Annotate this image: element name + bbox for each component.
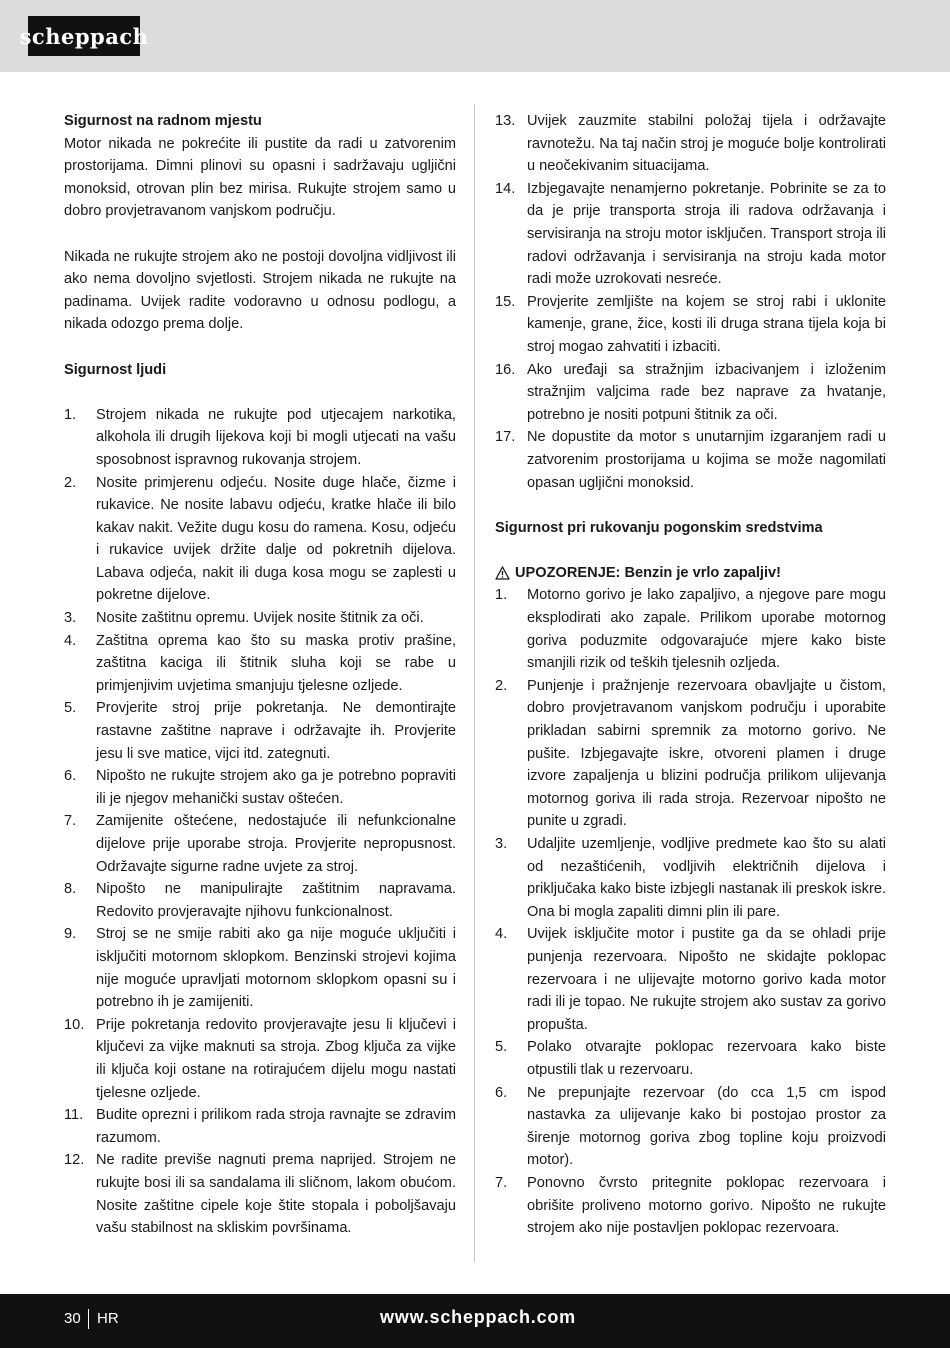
list-item-number: 7. <box>64 813 77 830</box>
list-item-number: 6. <box>64 768 77 785</box>
list-item <box>64 697 456 765</box>
list-item <box>64 1104 456 1149</box>
list-item-text: Udaljite uzemljenje, vodljive predmete kao što su alati od nezaštićenih, vodljivih električnih dijelova i priključaka kako biste izbjegli nastanak ili preskok iskre. Ona bi mogla zapaliti dimni plin ili pare. <box>527 836 886 920</box>
list-item-text: Motorno gorivo je lako zapaljivo, a njegove pare mogu eksplodirati ako zapale. Prilikom uporabe motornog goriva poduzmite odgovarajuće mjere kako biste smanjili rizik od teških tjelesnih ozljeda. <box>527 587 886 672</box>
list-item-number: 3. <box>495 836 508 852</box>
list-item <box>64 607 456 630</box>
list-item-text: Ne dopustite da motor s unutarnjim izgaranjem radi u zatvorenim prostorijama u kojima se može nagomilati opasan ugljični monoksid. <box>527 429 886 491</box>
personal-safety-list <box>64 404 456 1240</box>
page-header <box>0 0 950 72</box>
list-item <box>64 923 456 1013</box>
list-item <box>495 291 886 359</box>
list-item-text: Budite oprezni i prilikom rada stroja ravnajte se zdravim razumom. <box>96 1107 456 1146</box>
list-item-number: 1. <box>64 406 77 423</box>
list-item-number: 13. <box>495 113 516 129</box>
list-item <box>495 359 886 427</box>
list-item-text: Zamijenite oštećene, nedostajuće ili nefunkcionalne dijelove prije uporabe stroja. Provjerite nepropusnost. Održavajte sigurne radne uvjete za stroj. <box>96 813 456 875</box>
list-item-text: Nosite primjerenu odjeću. Nosite duge hlače, čizme i rukavice. Ne nosite labavu odjeću, kratke hlače ili bilo kakav nakit. Vežite dugu kosu do ramena. Kosu, odjeću i rukavice uvijek držite dalje od pokretnih dijelova. Labava odjeća, nakit ili duga kosa mogu se zaplesti u pokretne dijelove. <box>96 474 456 604</box>
left-column <box>64 110 456 1240</box>
page-footer <box>0 1294 950 1348</box>
workplace-paragraph-1: Motor nikada ne pokrećite ili pustite da radi u zatvorenim prostorijama. Dimni plinovi su opasni i sadržavaju ugljični monoksid, otrovan plin bez mirisa. Rukujte strojem samo u dobro provjetravanom vanjskom području. <box>64 135 456 220</box>
list-item-text: Strojem nikada ne rukujte pod utjecajem narkotika, alkohola ili drugih lijekova koji bi mogli utjecati na vašu sposobnost ispravnog rukovanja strojem. <box>96 406 456 468</box>
list-item <box>495 426 886 494</box>
list-item-number: 5. <box>64 700 77 717</box>
list-item-text: Zaštitna oprema kao što su maska protiv prašine, zaštitna kaciga ili štitnik sluha koji se rabe u primjenjivim uvjetima smanjuju tjelesne ozljede. <box>96 632 456 694</box>
list-item-text: Uvijek isključite motor i pustite ga da se ohladi prije punjenja rezervoara. Nipošto ne skidajte poklopac rezervoara i ne ulijevajte motorno gorivo kada motor radi ili je topao. Ne rukujte strojem ako sustav za gorivo propušta. <box>527 926 886 1033</box>
footer-separator <box>88 1309 89 1329</box>
page-number: 30 <box>64 1310 81 1327</box>
list-item <box>495 1082 886 1172</box>
list-item-number: 14. <box>495 180 516 197</box>
fuel-safety-list <box>495 584 886 1239</box>
list-item-text: Ne prepunjajte rezervoar (do cca 1,5 cm ispod nastavka za ulijevanje kako bi postojao prostor za širenje motornog goriva zbog topline koju proizvodi motor). <box>527 1084 886 1169</box>
brand-logo-text: scheppach <box>19 23 149 49</box>
list-item-number: 7. <box>495 1174 508 1191</box>
warning-triangle-icon <box>495 566 510 580</box>
list-item <box>64 1014 456 1104</box>
list-item-number: 2. <box>64 474 77 491</box>
list-item-number: 11. <box>64 1107 84 1124</box>
personal-safety-list-continued <box>495 110 886 494</box>
list-item-number: 8. <box>64 881 77 898</box>
list-item-text: Nipošto ne rukujte strojem ako ga je potrebno popraviti ili je njegov mehanički sustav oštećen. <box>96 768 456 807</box>
list-item-text: Prije pokretanja redovito provjeravajte jesu li ključevi i ključevi za vijke maknuti sa stroja. Zbog ključa za vijke ili ključa koji ostane na rotirajućem dijelu mogu nastati tjelesne ozljede. <box>96 1016 456 1101</box>
list-item <box>64 878 456 923</box>
list-item-text: Ponovno čvrsto pritegnite poklopac rezervoara i obrišite proliveno motorno gorivo. Nipošto ne rukujte strojem ako nije postavljen poklopac rezervoara. <box>527 1174 886 1237</box>
list-item <box>495 1036 886 1081</box>
list-item-number: 10. <box>64 1016 85 1033</box>
list-item-text: Ne radite previše nagnuti prema naprijed. Strojem ne rukujte bosi ili sa sandalama ili sličnom, lakom obućom. Nosite zaštitne cipele koje štite stopala i poboljšavaju vašu stabilnost na skliskim površinama. <box>96 1152 456 1237</box>
list-item <box>495 178 886 291</box>
list-item-text: Nosite zaštitnu opremu. Uvijek nosite štitnik za oči. <box>96 610 424 627</box>
list-item-number: 15. <box>495 293 516 310</box>
section-heading-fuel-safety: Sigurnost pri rukovanju pogonskim sredstvima <box>495 519 823 536</box>
list-item-text: Izbjegavajte nenamjerno pokretanje. Pobrinite se za to da je prije transporta stroja ili radova održavanja i servisiranja na stroju motor isključen. Transport stroja ili radovi održavanja i servisiranja na stroju kada motor radi može uzrokovati nesreće. <box>527 180 886 288</box>
list-item <box>495 923 886 1036</box>
list-item-number: 12. <box>64 1152 85 1169</box>
list-item-text: Ako uređaji sa stražnjim izbacivanjem i izloženim stražnjim valjcima rade bez naprave za hvatanje, potrebno je nositi potpuni štitnik za oči. <box>527 361 886 423</box>
list-item-number: 9. <box>64 926 77 943</box>
right-column <box>495 110 886 1240</box>
website-link[interactable]: www.scheppach.com <box>380 1307 576 1327</box>
list-item <box>64 1149 456 1239</box>
list-item-text: Polako otvarajte poklopac rezervoara kako biste otpustili tlak u rezervoaru. <box>527 1039 886 1078</box>
column-divider <box>474 104 475 1262</box>
list-item <box>495 1172 886 1240</box>
list-item <box>64 404 456 472</box>
list-item <box>495 833 886 923</box>
list-item-number: 4. <box>495 926 508 943</box>
list-item-text: Provjerite zemljište na kojem se stroj rabi i uklonite kamenje, grane, žice, kosti ili druga strana tijela koja bi stroj mogao zahvatiti i izbaciti. <box>527 293 886 355</box>
list-item <box>495 110 886 178</box>
list-item <box>495 584 886 674</box>
list-item <box>64 630 456 698</box>
list-item-number: 16. <box>495 361 516 378</box>
section-heading-workplace: Sigurnost na radnom mjestu <box>64 113 262 129</box>
list-item <box>64 472 456 608</box>
section-heading-personal-safety: Sigurnost ljudi <box>64 361 167 378</box>
fuel-warning <box>495 562 886 585</box>
list-item-number: 2. <box>495 677 508 694</box>
list-item <box>495 675 886 833</box>
list-item <box>64 765 456 810</box>
language-code: HR <box>97 1310 119 1327</box>
list-item-number: 5. <box>495 1039 508 1056</box>
list-item-text: Nipošto ne manipulirajte zaštitnim napravama. Redovito provjeravajte njihovu funkcionalnost. <box>96 881 456 920</box>
warning-text: UPOZORENJE: Benzin je vrlo zapaljiv! <box>515 564 781 581</box>
list-item-number: 3. <box>64 610 77 627</box>
list-item-text: Uvijek zauzmite stabilni položaj tijela i održavajte ravnotežu. Na taj način stroj je moguće bolje kontrolirati u neočekivanim situacijama. <box>527 113 886 175</box>
brand-logo <box>19 16 149 56</box>
list-item <box>64 810 456 878</box>
list-item-number: 1. <box>495 587 508 604</box>
list-item-number: 17. <box>495 429 516 446</box>
workplace-paragraph-2: Nikada ne rukujte strojem ako ne postoji dovoljna vidljivost ili ako nema dovoljno svjetlosti. Strojem nikada ne rukujte na padinama. Uvijek radite vodoravno u odnosu podlogu, a nikada odozgo prema dolje. <box>64 248 456 333</box>
list-item-number: 6. <box>495 1084 508 1101</box>
list-item-number: 4. <box>64 632 77 649</box>
list-item-text: Punjenje i pražnjenje rezervoara obavljajte u čistom, dobro provjetravanom vanjskom području i uporabite prikladan sabirni spremnik za motorno gorivo. Ne pušite. Izbjegavajte iskre, otvoreni plamen i druge izvore zapaljenja u blizini područja prilikom ulijevanja motornog goriva ili rada stroja. Rezervoar nipošto ne punite u zgradi. <box>527 677 886 830</box>
list-item-text: Provjerite stroj prije pokretanja. Ne demontirajte rastavne zaštitne naprave i održavajte ih. Provjerite jesu li sve matice, vijci itd. zategnuti. <box>96 700 456 762</box>
list-item-text: Stroj se ne smije rabiti ako ga nije moguće uključiti i isključiti motornom sklopkom. Benzinski strojevi kojima nije moguće upravljati motornom sklopkom opasni su i potrebno ih je zamijeniti. <box>96 926 456 1011</box>
